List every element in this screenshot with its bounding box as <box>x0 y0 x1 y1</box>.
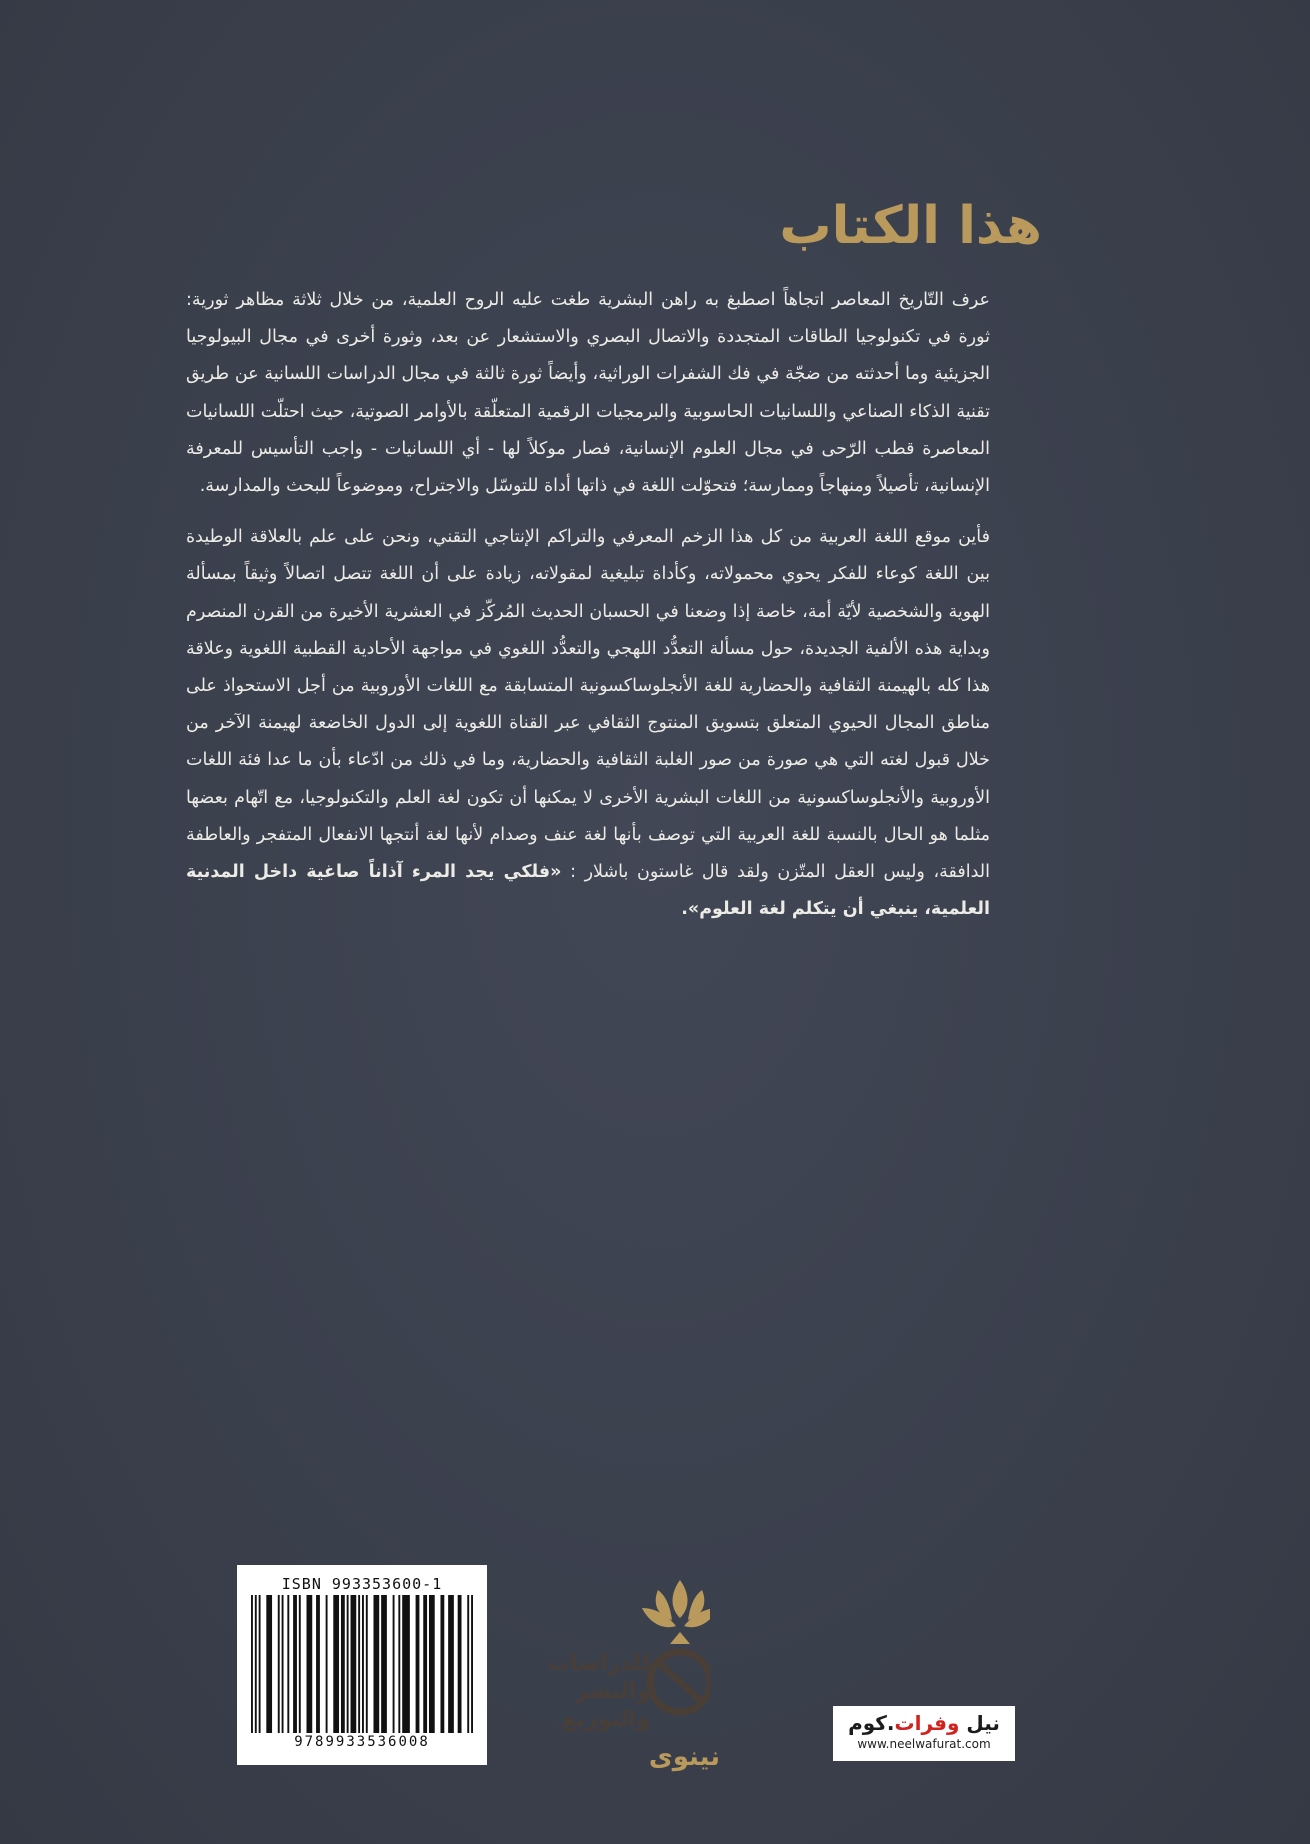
seller-brand-part3: .كوم <box>848 1711 895 1735</box>
barcode-bar <box>362 1595 364 1733</box>
barcode-bar <box>423 1595 427 1733</box>
publisher-logo <box>510 1572 720 1772</box>
barcode-bar <box>287 1595 289 1733</box>
barcode-bar <box>347 1595 349 1733</box>
seller-logo <box>833 1706 1015 1761</box>
barcode-bar <box>259 1595 261 1733</box>
blurb-paragraph-2-text: فأين موقع اللغة العربية من كل هذا الزخم المعرفي والتراكم الإنتاجي التقني، ونحن على علم بالعلاقة الوطيدة بين اللغة كوعاء للفكر يحوي محمولاته، وكأداة تبليغية لمقولاته، زيادة على أن اللغة تتصل اتصالاً وثيقاً بمسألة الهوية والشخصية لأيّة أمة، خاصة إذا وضعنا في الحسبان الحديث المُركّز في العشرية الأخيرة من القرن المنصرم وبداية هذه الألفية الجديدة، حول مسألة التعدُّد اللهجي والتعدُّد اللغوي في مواجهة الأحادية القطبية اللغوية وعلاقة هذا كله بالهيمنة الثقافية والحضارية للغة الأنجلوساكسونية المتسابقة مع اللغات الأوروبية من أجل الاستحواذ على مناطق المجال الحيوي المتعلق بتسويق المنتوج الثقافي عبر القناة اللغوية إلى الدول الخاضعة لهيمنة الآخر من خلال قبول لغته التي هي صورة من صور الغلبة الثقافية والحضارية، وما في ذلك من ادّعاء بأن ما عدا فئة اللغات الأوروبية والأنجلوساكسونية من اللغات البشرية الأخرى لا يمكنها أن تكون لغة العلم والتكنولوجيا، مع اتّهام بعضها مثلما هو الحال بالنسبة للغة العربية التي توصف بأنها لغة عنف وصدام لأنها لغة أنتجها الانفعال المتفجر والعاطفة الدافقة، وليس العقل المتّزن ولقد قال غاستون باشلار : <box>186 527 990 883</box>
barcode-bar <box>448 1595 454 1733</box>
barcode-bar <box>316 1595 320 1733</box>
barcode-bar <box>458 1595 462 1733</box>
barcode-bar <box>429 1595 435 1733</box>
seller-url: www.neelwafurat.com <box>857 1737 991 1751</box>
barcode-bar <box>307 1595 313 1733</box>
barcode-bar <box>251 1595 253 1733</box>
barcode-bar <box>366 1595 368 1733</box>
barcode-bar <box>467 1595 469 1733</box>
publisher-name: نينوى <box>648 1742 720 1772</box>
bachelard-quote: «فلكي يجد المرء آذاناً صاغية داخل المدنية العلمية، ينبغي أن يتكلم لغة العلوم». <box>186 862 990 920</box>
seller-brand-part2: وفرات <box>894 1711 960 1735</box>
barcode-bar <box>341 1595 345 1733</box>
barcode-bar <box>358 1595 360 1733</box>
publisher-tagline: للدراسات والنشر والتوزيع <box>547 1651 650 1732</box>
barcode-bar <box>398 1595 400 1733</box>
barcode-bar <box>440 1595 444 1733</box>
barcode-bar <box>393 1595 395 1733</box>
barcode-bar <box>282 1595 284 1733</box>
blurb-text <box>186 282 990 928</box>
blurb-paragraph-1: عرف التّاريخ المعاصر اتجاهاً اصطبغ به راهن البشرية طغت عليه الروح العلمية، من خلال ثلاثة مظاهر ثورية: ثورة في تكنولوجيا الطاقات المتجددة والاتصال البصري والاستشعار عن بعد، وثورة أخرى في مجال البيولوجيا الجزيئية وما أحدثته من ضجّة في فك الشفرات الوراثية، وأيضاً ثورة ثالثة في مجال الدراسات اللسانية عن طريق تقنية الذكاء الصناعي واللسانيات الحاسوبية والبرمجيات الرقمية المتعلّقة بالأوامر الصوتية، حيث احتلّت اللسانيات المعاصرة قطب الرّحى في مجال العلوم الإنسانية، فصار موكلاً لها - أي اللسانيات - واجب التأسيس للمعرفة الإنسانية، تأصيلاً ومنهاجاً وممارسة؛ فتحوّلت اللغة في ذاتها أداة للتوسّل والاجتراح، وموضوعاً للبحث والمدارسة. <box>186 290 990 497</box>
barcode-bar <box>416 1595 420 1733</box>
cover-heading: هذا الكتاب <box>779 196 1042 256</box>
barcode-bar <box>326 1595 328 1733</box>
barcode-bar <box>471 1595 473 1733</box>
barcode-bar <box>266 1595 272 1733</box>
barcode-bar <box>333 1595 339 1733</box>
barcode-bar <box>351 1595 357 1733</box>
barcode-bar <box>299 1595 301 1733</box>
blurb-paragraph-2 <box>186 519 990 928</box>
barcode-bar <box>373 1595 379 1733</box>
barcode-bar <box>255 1595 257 1733</box>
barcode-bar <box>381 1595 387 1733</box>
ean-digits: 9789933536008 <box>294 1734 430 1750</box>
barcode-bars <box>247 1595 477 1733</box>
seller-brand <box>839 1710 1009 1736</box>
barcode-bar <box>293 1595 297 1733</box>
seller-brand-part1: نيل <box>966 1711 1000 1735</box>
isbn-barcode <box>237 1565 487 1765</box>
barcode-bar <box>278 1595 280 1733</box>
isbn-label: ISBN 993353600-1 <box>281 1575 443 1593</box>
barcode-bar <box>402 1595 410 1733</box>
